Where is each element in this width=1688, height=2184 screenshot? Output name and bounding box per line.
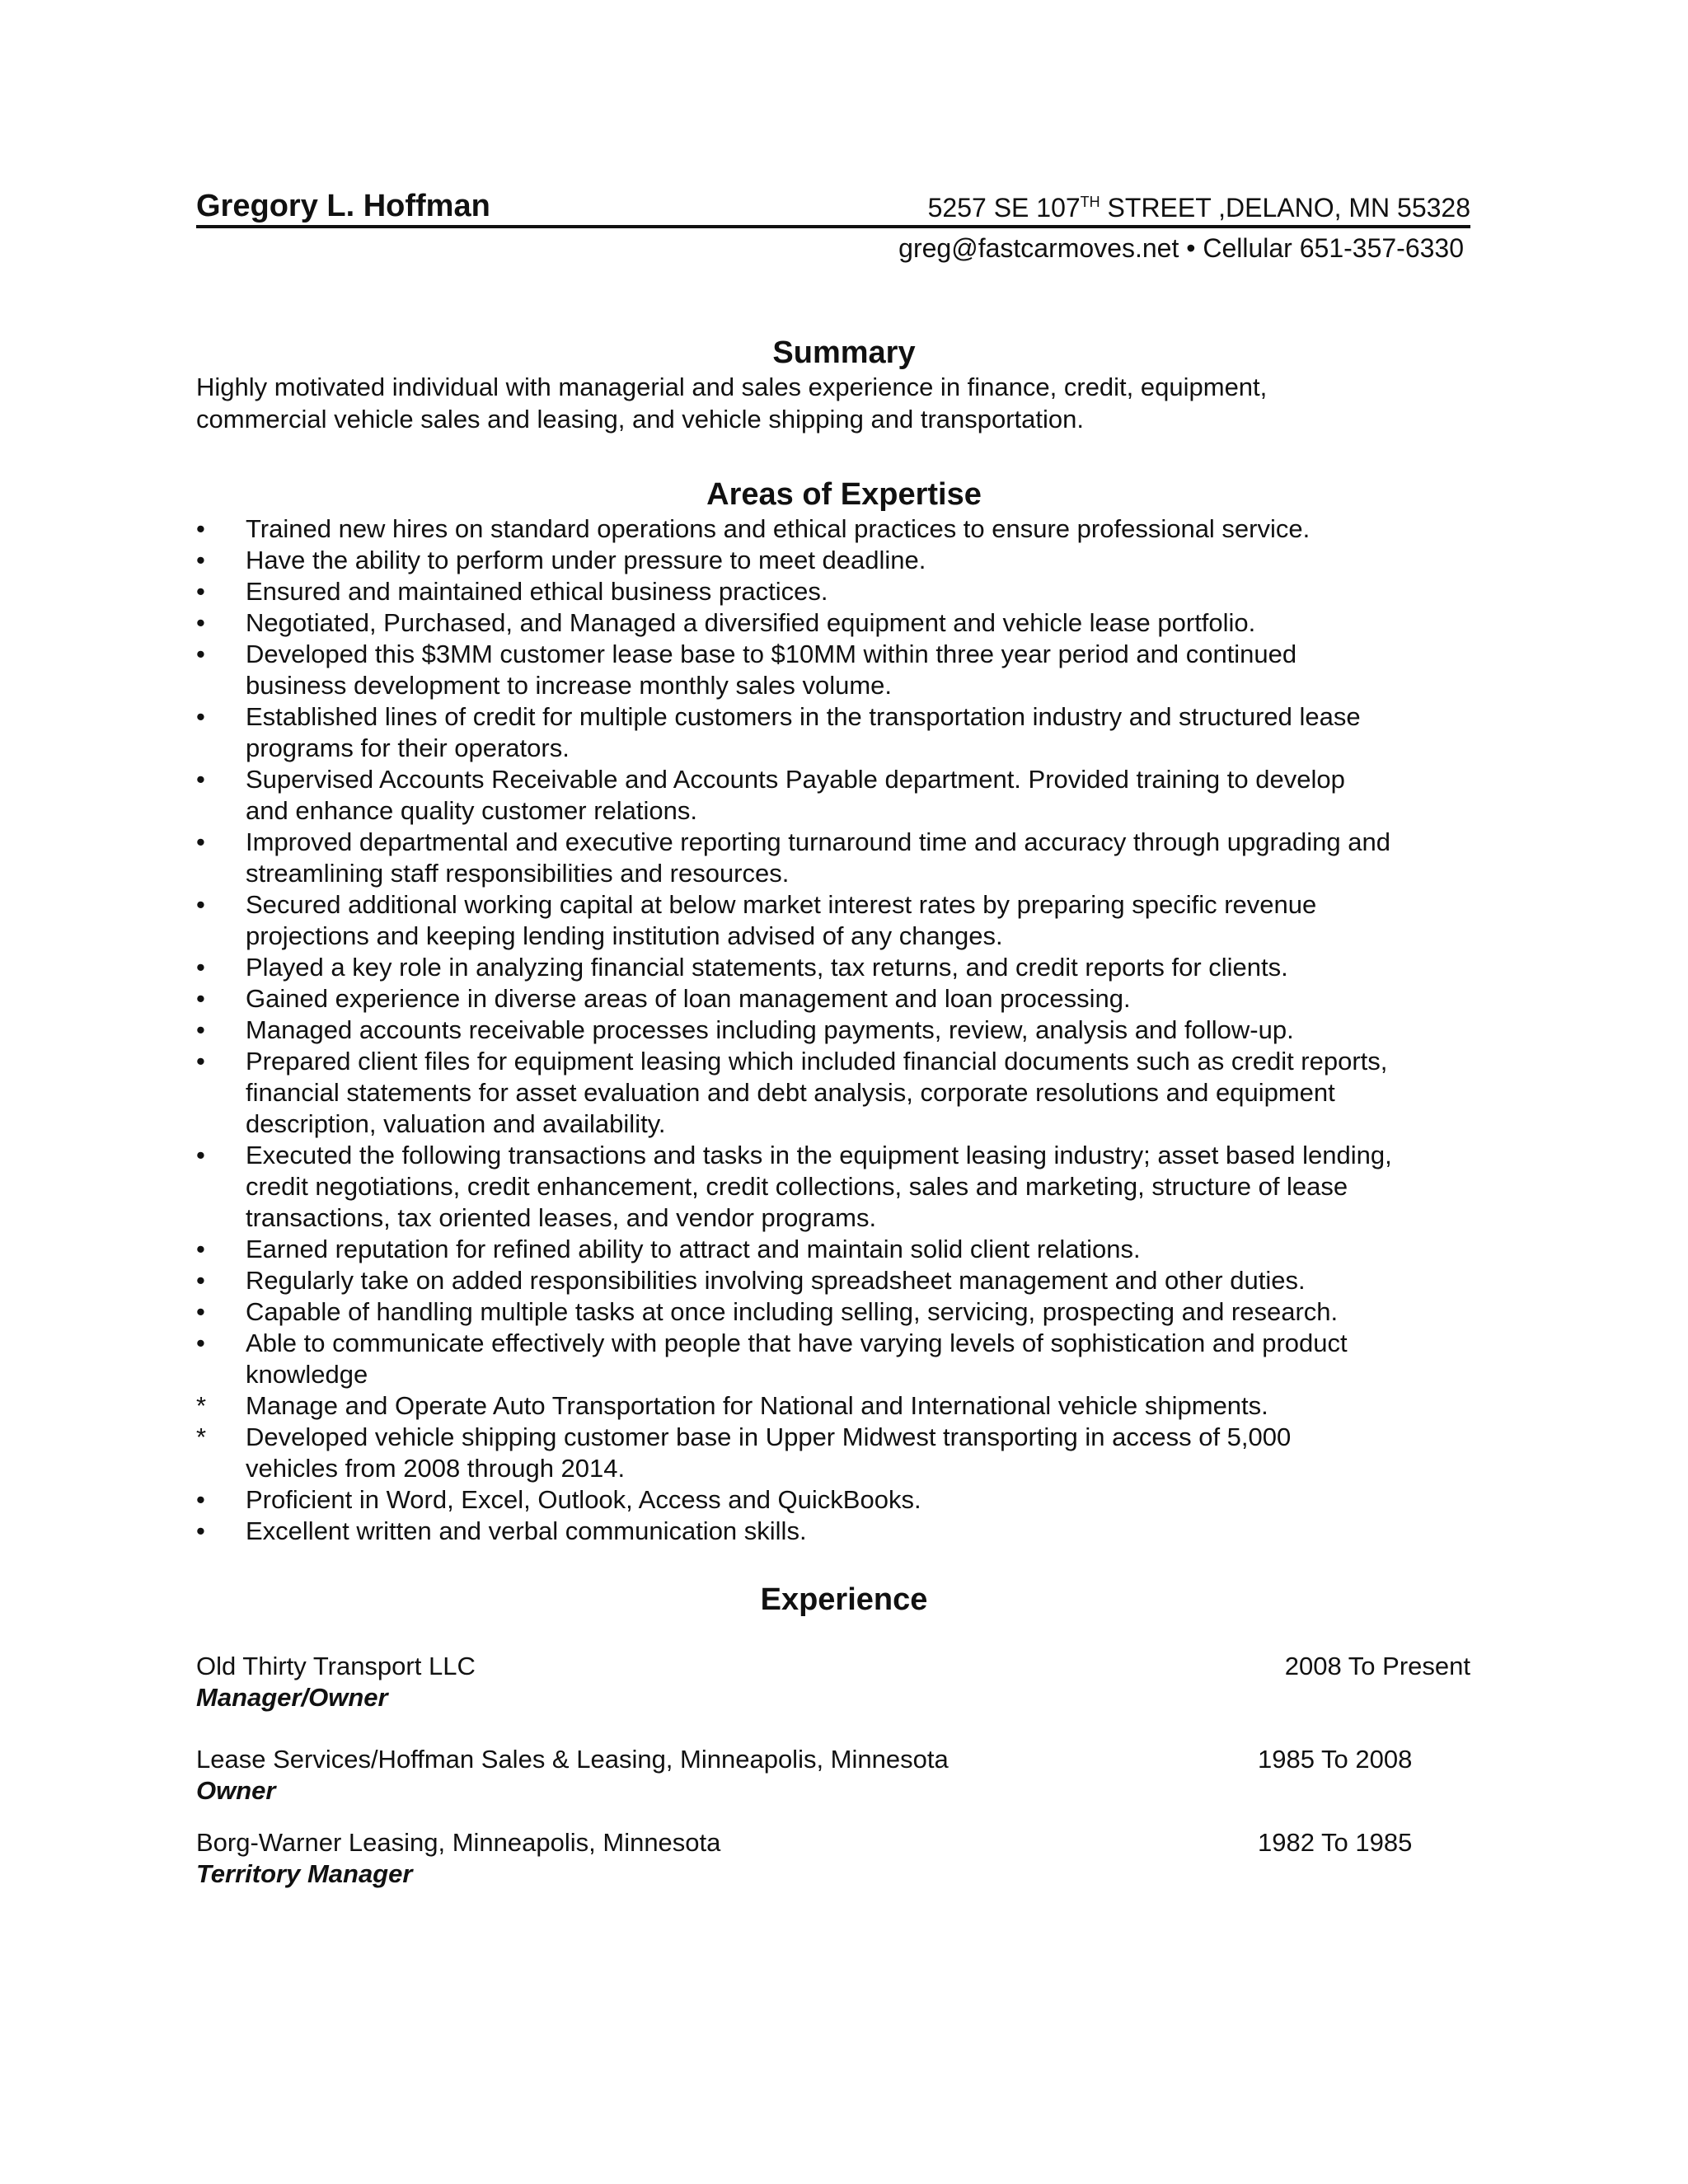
- header-divider: [196, 225, 1470, 228]
- expertise-item: [196, 952, 1490, 983]
- expertise-item: [196, 1296, 1490, 1328]
- address-rest: STREET ,DELANO, MN 55328: [1100, 193, 1470, 223]
- expertise-item: [196, 1265, 1490, 1296]
- expertise-item-text: knowledge: [246, 1360, 368, 1389]
- expertise-heading: Areas of Expertise: [706, 477, 982, 512]
- expertise-item-text: Gained experience in diverse areas of loan management and loan processing.: [246, 984, 1131, 1013]
- job-title: Territory Manager: [196, 1859, 413, 1888]
- expertise-item: [196, 1234, 1490, 1265]
- bullet-marker: •: [196, 514, 205, 543]
- expertise-item: [196, 1046, 1490, 1140]
- bullet-marker: •: [196, 1141, 205, 1169]
- bullet-marker: •: [196, 702, 205, 731]
- bullet-marker: •: [196, 1297, 205, 1326]
- job-title: Owner: [196, 1776, 276, 1805]
- expertise-item-text: description, valuation and availability.: [246, 1109, 666, 1138]
- expertise-item-text: business development to increase monthly sales volume.: [246, 671, 893, 700]
- expertise-item: [196, 1390, 1490, 1422]
- employment-dates: 2008 To Present: [1284, 1652, 1470, 1680]
- expertise-item-text: Earned reputation for refined ability to attract and maintain solid client relations.: [246, 1235, 1141, 1263]
- employment-dates: 1985 To 2008: [1258, 1745, 1413, 1774]
- bullet-marker: *: [196, 1422, 207, 1451]
- bullet-marker: •: [196, 890, 205, 919]
- bullet-marker: •: [196, 1485, 205, 1514]
- expertise-item: [196, 1422, 1490, 1484]
- experience-entry: [196, 1651, 1470, 1713]
- expertise-item: [196, 701, 1490, 764]
- expertise-item: [196, 576, 1490, 607]
- company-name: Borg-Warner Leasing, Minneapolis, Minnesota: [196, 1828, 721, 1857]
- contact-info: greg@fastcarmoves.net • Cellular 651-357-6330: [898, 233, 1464, 263]
- experience-heading: Experience: [760, 1582, 928, 1617]
- expertise-item: [196, 1140, 1490, 1234]
- expertise-item-text: Able to communicate effectively with people that have varying levels of sophistication and product: [246, 1329, 1348, 1357]
- bullet-marker: •: [196, 984, 205, 1013]
- expertise-list: [196, 513, 1490, 1547]
- expertise-item-text: Supervised Accounts Receivable and Accounts Payable department. Provided training to develop: [246, 765, 1345, 794]
- expertise-item-text: Secured additional working capital at below market interest rates by preparing specific revenue: [246, 890, 1317, 919]
- expertise-item: [196, 1484, 1490, 1516]
- expertise-item-text: financial statements for asset evaluation and debt analysis, corporate resolutions and equipment: [246, 1078, 1335, 1107]
- job-title: Manager/Owner: [196, 1683, 388, 1712]
- street-address: [928, 191, 1470, 228]
- expertise-item: [196, 545, 1490, 576]
- expertise-item-text: projections and keeping lending institution advised of any changes.: [246, 921, 1003, 950]
- bullet-marker: •: [196, 953, 205, 982]
- expertise-item: [196, 983, 1490, 1015]
- summary-text: [196, 372, 1482, 435]
- expertise-item: [196, 513, 1490, 545]
- expertise-item-text: Regularly take on added responsibilities involving spreadsheet management and other duties.: [246, 1266, 1306, 1295]
- company-name: Lease Services/Hoffman Sales & Leasing, Minneapolis, Minnesota: [196, 1745, 949, 1774]
- experience-entry: [196, 1827, 1470, 1890]
- expertise-item-text: transactions, tax oriented leases, and vendor programs.: [246, 1203, 877, 1232]
- summary-line: commercial vehicle sales and leasing, and vehicle shipping and transportation.: [196, 404, 1085, 434]
- expertise-item-text: Excellent written and verbal communication skills.: [246, 1516, 807, 1545]
- bullet-marker: *: [196, 1391, 207, 1420]
- bullet-marker: •: [196, 608, 205, 637]
- bullet-marker: •: [196, 1516, 205, 1545]
- bullet-marker: •: [196, 1015, 205, 1044]
- expertise-item: [196, 764, 1490, 827]
- bullet-marker: •: [196, 1047, 205, 1076]
- expertise-item-text: Capable of handling multiple tasks at once including selling, servicing, prospecting and research.: [246, 1297, 1339, 1326]
- expertise-item-text: Developed this $3MM customer lease base to $10MM within three year period and continued: [246, 640, 1297, 668]
- expertise-item-text: Proficient in Word, Excel, Outlook, Access and QuickBooks.: [246, 1485, 921, 1514]
- summary-heading: Summary: [772, 335, 916, 370]
- expertise-item-text: Improved departmental and executive reporting turnaround time and accuracy through upgrading and: [246, 827, 1390, 856]
- expertise-item-text: vehicles from 2008 through 2014.: [246, 1454, 626, 1483]
- bullet-marker: •: [196, 1235, 205, 1263]
- expertise-item-text: Executed the following transactions and tasks in the equipment leasing industry; asset based lending,: [246, 1141, 1392, 1169]
- bullet-marker: •: [196, 577, 205, 606]
- expertise-item: [196, 889, 1490, 952]
- expertise-item-text: Established lines of credit for multiple customers in the transportation industry and structured lease: [246, 702, 1361, 731]
- expertise-item-text: programs for their operators.: [246, 733, 570, 762]
- bullet-marker: •: [196, 1329, 205, 1357]
- bullet-marker: •: [196, 640, 205, 668]
- expertise-item-text: streamlining staff responsibilities and resources.: [246, 859, 790, 888]
- applicant-name: Gregory L. Hoffman: [196, 189, 490, 223]
- expertise-item: [196, 607, 1490, 639]
- expertise-item-text: Managed accounts receivable processes including payments, review, analysis and follow-up.: [246, 1015, 1294, 1044]
- address-ordinal: TH: [1080, 194, 1100, 210]
- expertise-item-text: Have the ability to perform under pressure to meet deadline.: [246, 546, 926, 574]
- expertise-item-text: and enhance quality customer relations.: [246, 796, 697, 825]
- expertise-item-text: credit negotiations, credit enhancement, credit collections, sales and marketing, structure of lease: [246, 1172, 1348, 1201]
- expertise-item-text: Prepared client files for equipment leasing which included financial documents such as credit reports,: [246, 1047, 1388, 1076]
- bullet-marker: •: [196, 1266, 205, 1295]
- expertise-item-text: Played a key role in analyzing financial statements, tax returns, and credit reports for clients.: [246, 953, 1288, 982]
- bullet-marker: •: [196, 546, 205, 574]
- company-name: Old Thirty Transport LLC: [196, 1652, 476, 1680]
- employment-dates: 1982 To 1985: [1258, 1828, 1413, 1857]
- expertise-item-text: Trained new hires on standard operations and ethical practices to ensure professional service.: [246, 514, 1311, 543]
- bullet-marker: •: [196, 765, 205, 794]
- experience-entry: [196, 1744, 1470, 1807]
- expertise-item-text: Ensured and maintained ethical business practices.: [246, 577, 828, 606]
- expertise-item: [196, 1015, 1490, 1046]
- expertise-item: [196, 1328, 1490, 1390]
- expertise-item-text: Negotiated, Purchased, and Managed a diversified equipment and vehicle lease portfolio.: [246, 608, 1256, 637]
- expertise-item-text: Developed vehicle shipping customer base in Upper Midwest transporting in access of 5,000: [246, 1422, 1292, 1451]
- address-number: 5257 SE 107: [927, 193, 1081, 223]
- expertise-item-text: Manage and Operate Auto Transportation for National and International vehicle shipments.: [246, 1391, 1268, 1420]
- summary-line: Highly motivated individual with managerial and sales experience in finance, credit, equipment,: [196, 373, 1268, 401]
- expertise-item: [196, 827, 1490, 889]
- expertise-item: [196, 639, 1490, 701]
- bullet-marker: •: [196, 827, 205, 856]
- expertise-item: [196, 1516, 1490, 1547]
